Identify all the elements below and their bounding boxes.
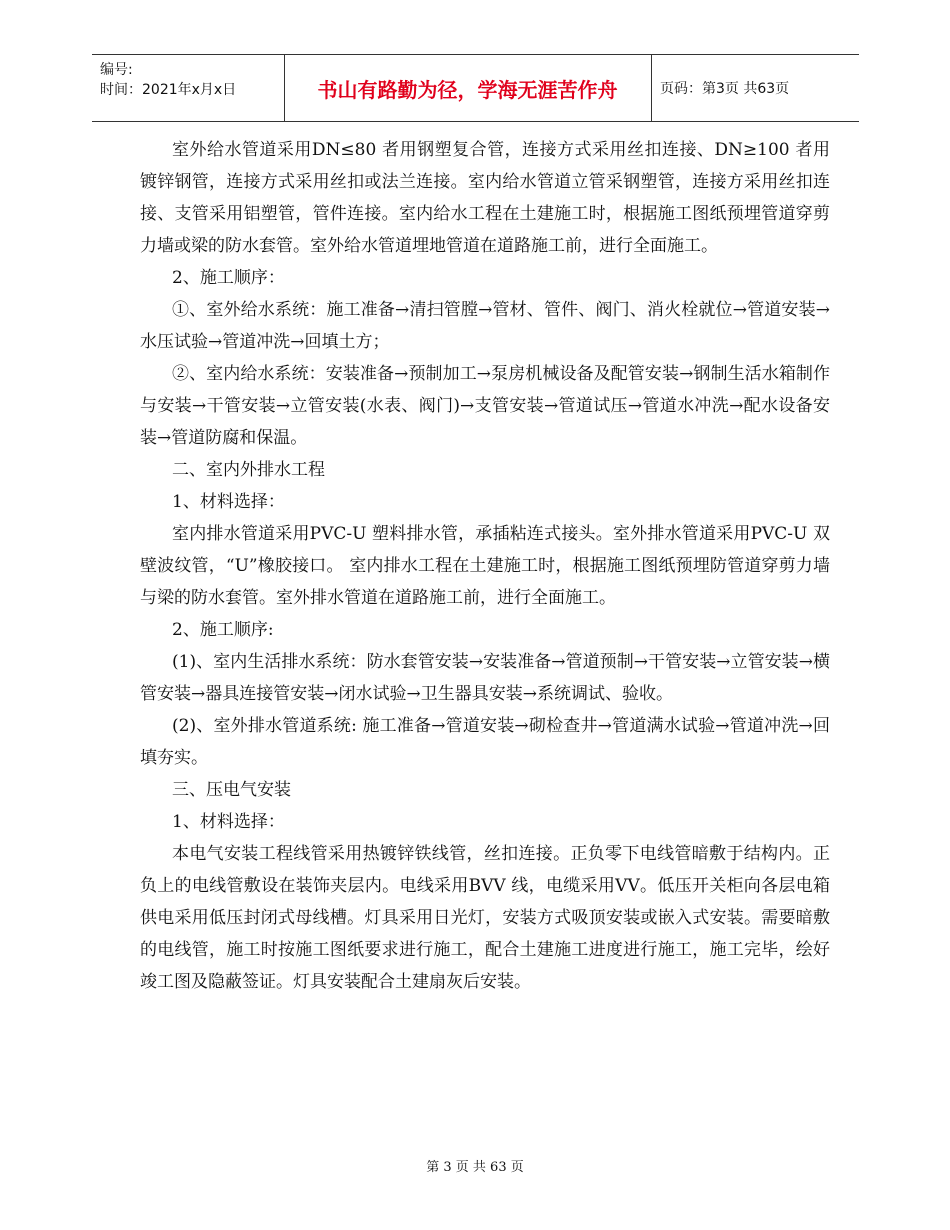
paragraph: 1、材料选择： xyxy=(172,812,285,832)
header-page-info: 页码：第3页 共63页 xyxy=(660,81,790,97)
paragraph: ①、室外给水系统：施工准备→清扫管膛→管材、管件、阀门、消火栓就位→管道安装→水压试验→管道冲洗→回填土方； xyxy=(140,300,830,352)
document-time-label: 时间：2021年x月x日 xyxy=(100,82,237,98)
document-body xyxy=(140,134,830,998)
section-heading: 二、室内外排水工程 xyxy=(172,460,325,480)
paragraph: 1、材料选择： xyxy=(172,492,285,512)
paragraph: 本电气安装工程线管采用热镀锌铁线管，丝扣连接。正负零下电线管暗敷于结构内。正负上的电线管敷设在装饰夹层内。电线采用BVV 线，电缆采用VV。低压开关柜向各层电箱供电采用低压封闭式母线槽。灯具采用日光灯，安装方式吸顶安装或嵌入式安装。需要暗敷的电线管，施工时按施工图纸要求进行施工，配合土建施工进度进行施工，施工完毕，绘好竣工图及隐蔽签证。灯具安装配合土建扇灰后安装。 xyxy=(140,844,830,992)
paragraph: 2、施工顺序: xyxy=(172,620,274,640)
page-footer: 第 3 页 共 63 页 xyxy=(426,1160,524,1175)
section-heading: 三、压电气安装 xyxy=(172,780,291,800)
header-meta xyxy=(92,55,284,121)
paragraph: (2)、室外排水管道系统: 施工准备→管道安装→砌检查井→管道满水试验→管道冲洗→回填夯实。 xyxy=(140,716,830,768)
paragraph: ②、室内给水系统：安装准备→预制加工→泵房机械设备及配管安装→钢制生活水箱制作与安装→干管安装→立管安装(水表、阀门)→支管安装→管道试压→管道水冲洗→配水设备安装→管道防腐和保温。 xyxy=(140,364,830,448)
paragraph: 室内排水管道采用PVC-U 塑料排水管，承插粘连式接头。室外排水管道采用PVC-U 双壁波纹管，“U”橡胶接口。 室内排水工程在土建施工时，根据施工图纸预埋防管道穿剪力墙与梁的防水套管。室外排水管道在道路施工前，进行全面施工。 xyxy=(140,524,830,608)
paragraph: (1)、室内生活排水系统：防水套管安装→安装准备→管道预制→干管安装→立管安装→横管安装→器具连接管安装→闭水试验→卫生器具安装→系统调试、验收。 xyxy=(140,652,830,704)
header-motto: 书山有路勤为径，学海无涯苦作舟 xyxy=(317,77,618,102)
paragraph: 室外给水管道采用DN≤80 者用钢塑复合管，连接方式采用丝扣连接、DN≥100 者用镀锌钢管，连接方式采用丝扣或法兰连接。室内给水管道立管采钢塑管，连接方采用丝扣连接、支管采用铝塑管，管件连接。室内给水工程在土建施工时，根据施工图纸预埋管道穿剪力墙或梁的防水套管。室外给水管道埋地管道在道路施工前，进行全面施工。 xyxy=(140,140,830,256)
document-number-label: 编号: xyxy=(100,62,133,78)
page-header xyxy=(92,54,859,122)
paragraph: 2、施工顺序： xyxy=(172,268,285,288)
